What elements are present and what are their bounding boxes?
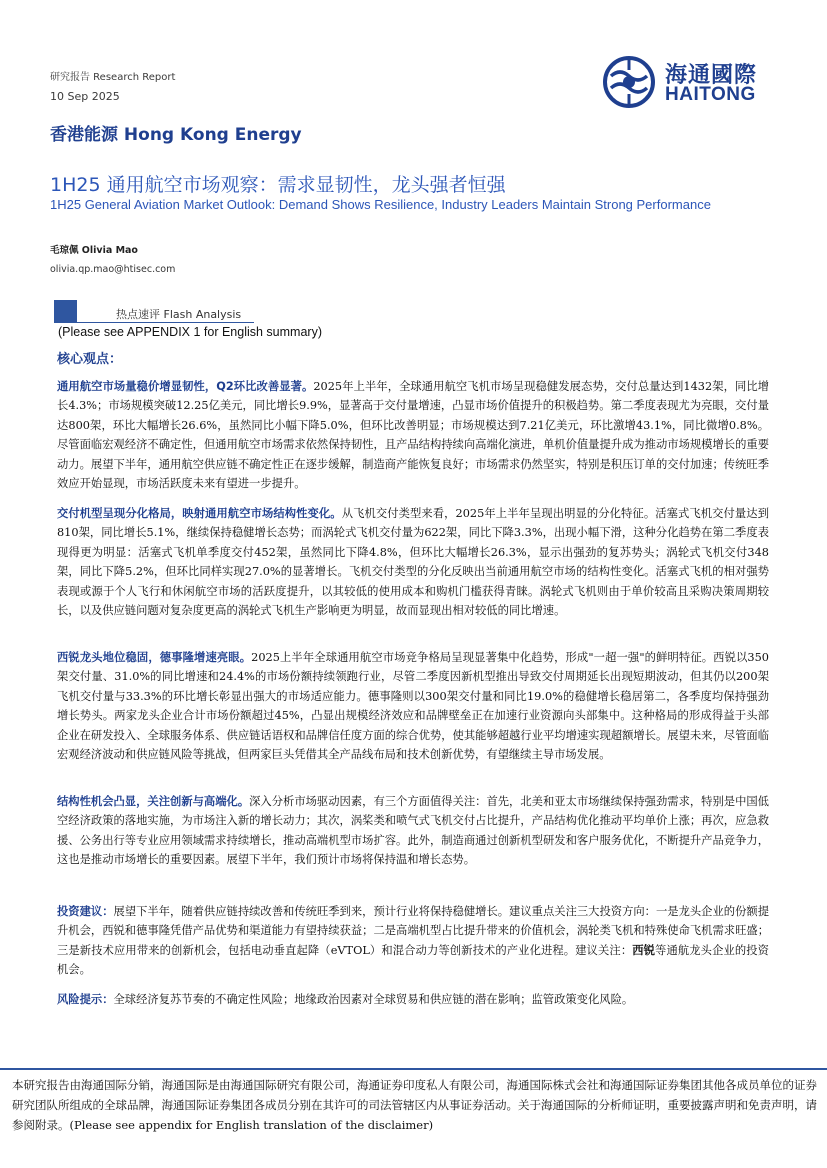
key-points-heading: 核心观点： (57, 352, 123, 367)
logo-text-cn: 海通國際 (665, 63, 758, 88)
author-email: olivia.qp.mao@htisec.com (50, 264, 176, 275)
author-name: 毛琼佩 Olivia Mao (50, 245, 138, 256)
paragraph-heading: 风险提示： (57, 993, 114, 1006)
paragraph-heading: 结构性机会凸显，关注创新与高端化。 (57, 795, 250, 808)
paragraph-text: 全球经济复苏节奏的不确定性风险；地缘政治因素对全球贸易和供应链的潜在影响；监管政策变化风险。 (113, 993, 634, 1006)
paragraph-investment-advice (57, 902, 769, 980)
paragraph-structural-opportunities (57, 792, 769, 870)
flash-analysis-underline (54, 322, 254, 323)
paragraph-market-overview (57, 377, 769, 493)
paragraph-heading: 交付机型呈现分化格局，映射通用航空市场结构性变化。 (57, 507, 342, 520)
paragraph-text: 2025年上半年，全球通用航空飞机市场呈现稳健发展态势，交付总量达到1432架，同比增长4.3%；市场规模突破12.25亿美元，同比增长9.9%，显著高于交付量增速，凸显市场价值提升的积极趋势。第二季度表现尤为亮眼，交付量达800架，环比大幅增长26.6%，虽然同比小幅下降5.0%，但环比改善明显；市场规模达到7.21亿美元，环比激增43.1%，同比微增0.8%。尽管面临宏观经济不确定性，但通用航空市场需求依然保持韧性，且产品结构持续向高端化演进，单机价值量提升成为推动市场规模增长的重要动力。展望下半年，通用航空供应链不确定性正在逐步缓解，制造商产能恢复良好；市场需求仍然坚实，特别是积压订单的交付加速；传统旺季效应开始显现，市场活跃度未来有望进一步提升。 (57, 380, 769, 491)
paragraph-heading: 投资建议： (57, 905, 114, 918)
paragraph-text: 从飞机交付类型来看，2025年上半年呈现出明显的分化特征。活塞式飞机交付量达到810架，同比增长5.1%，继续保持稳健增长态势；而涡轮式飞机交付量为622架，同比下降3.3%，出现小幅下滑，这种分化趋势在第二季度表现得更为明显：活塞式飞机单季度交付452架，虽然同比下降4.8%，但环比大幅增长26.3%，显示出强劲的复苏势头；涡轮式飞机交付348架，同比下降5.2%，但环比同样实现27.0%的显著增长。飞机交付类型的分化反映出当前通用航空市场的结构性变化。活塞式飞机的相对强势表现或源于个人飞行和休闲航空市场的活跃度提升，以其较低的使用成本和购机门槛获得青睐。涡轮式飞机则由于单价较高且采购决策周期较长，以及供应链问题对复杂度更高的涡轮式飞机生产影响更为明显，故而显现出相对较低的同比增速。 (57, 507, 769, 618)
footer-disclaimer: 本研究报告由海通国际分销，海通国际是由海通国际研究有限公司，海通证券印度私人有限公司，海通国际株式会社和海通国际证券集团其他各成员单位的证券研究团队所组成的全球品牌，海通国际证券集团各成员分别在其许可的司法管辖区内从事证券活动。关于海通国际的分析师证明，重要披露声明和免责声明，请参阅附录。(Please see appendix for English translation of the disclaimer) (12, 1078, 817, 1132)
logo-text-en: HAITONG (665, 84, 756, 105)
recommended-company: 西锐 (632, 942, 656, 957)
report-type-label: 研究报告 Research Report (50, 72, 176, 83)
paragraph-text-tail: 等通航龙头企业的投资机会。 (57, 943, 769, 977)
footer-divider (0, 1068, 827, 1070)
sector-title: 香港能源 Hong Kong Energy (50, 125, 302, 145)
appendix-note: (Please see APPENDIX 1 for English summary) (58, 325, 322, 339)
paragraph-text: 2025上半年全球通用航空市场竞争格局呈现显著集中化趋势，形成"一超一强"的鲜明特征。西锐以350架交付量、31.0%的同比增速和24.4%的市场份额持续领跑行业，尽管二季度因新机型推出导致交付周期延长出现短期波动，但其仍以200架飞机交付量与33.3%的环比增长彰显出强大的市场适应能力。德事隆则以300架交付量和同比19.0%的稳健增长稳居第二，各季度均保持强劲增长势头。两家龙头企业合计市场份额超过45%，凸显出规模经济效应和品牌壁垒正在加速行业资源向头部集中。这种格局的形成得益于头部企业在研发投入、全球服务体系、供应链话语权和品牌信任度方面的综合优势，使其能够超越行业平均增速实现超额增长。展望未来，尽管面临宏观经济波动和供应链风险等挑战，但两家巨头凭借其全产品线布局和技术创新优势，有望继续主导市场发展。 (57, 651, 769, 762)
flash-analysis-label: 热点速评 Flash Analysis (116, 308, 242, 321)
haitong-logo-mark-icon (603, 56, 655, 108)
paragraph-text: 深入分析市场驱动因素，有三个方面值得关注：首先，北美和亚太市场继续保持强劲需求，特别是中国低空经济政策的落地实施，为市场注入新的增长动力；其次，涡桨类和喷气式飞机交付占比提升，产品结构优化推动平均单价上涨；再次，应急救援、公务出行等专业应用领域需求持续增长，推动高端机型市场扩容。此外，制造商通过创新机型研发和客户服务优化，不断提升产品竞争力，这也是推动市场增长的重要因素。展望下半年，我们预计市场将保持温和增长态势。 (57, 795, 769, 867)
haitong-logo (603, 56, 773, 108)
paragraph-risk-warning (57, 990, 769, 1009)
paragraph-text: 展望下半年，随着供应链持续改善和传统旺季到来，预计行业将保持稳健增长。建议重点关注三大投资方向：一是龙头企业的份额提升机会，西锐和德事隆凭借产品优势和渠道能力有望持续获益；二是高端机型占比提升带来的价值机会，涡轮类飞机和特殊使命飞机需求旺盛；三是新技术应用带来的创新机会，包括电动垂直起降（eVTOL）和混合动力等创新技术的产业化进程。建议关注： (57, 905, 769, 957)
paragraph-heading: 西锐龙头地位稳固，德事隆增速亮眼。 (57, 651, 252, 664)
report-title-cn: 1H25 通用航空市场观察：需求显韧性，龙头强者恒强 (50, 174, 506, 196)
flash-analysis-marker (54, 300, 77, 322)
report-date: 10 Sep 2025 (50, 90, 120, 103)
report-title-en: 1H25 General Aviation Market Outlook: Demand Shows Resilience, Industry Leaders Maintain Strong Performance (50, 197, 711, 212)
paragraph-heading: 通用航空市场量稳价增显韧性，Q2环比改善显著。 (57, 380, 314, 393)
paragraph-aircraft-types (57, 504, 769, 620)
paragraph-competition (57, 648, 769, 764)
